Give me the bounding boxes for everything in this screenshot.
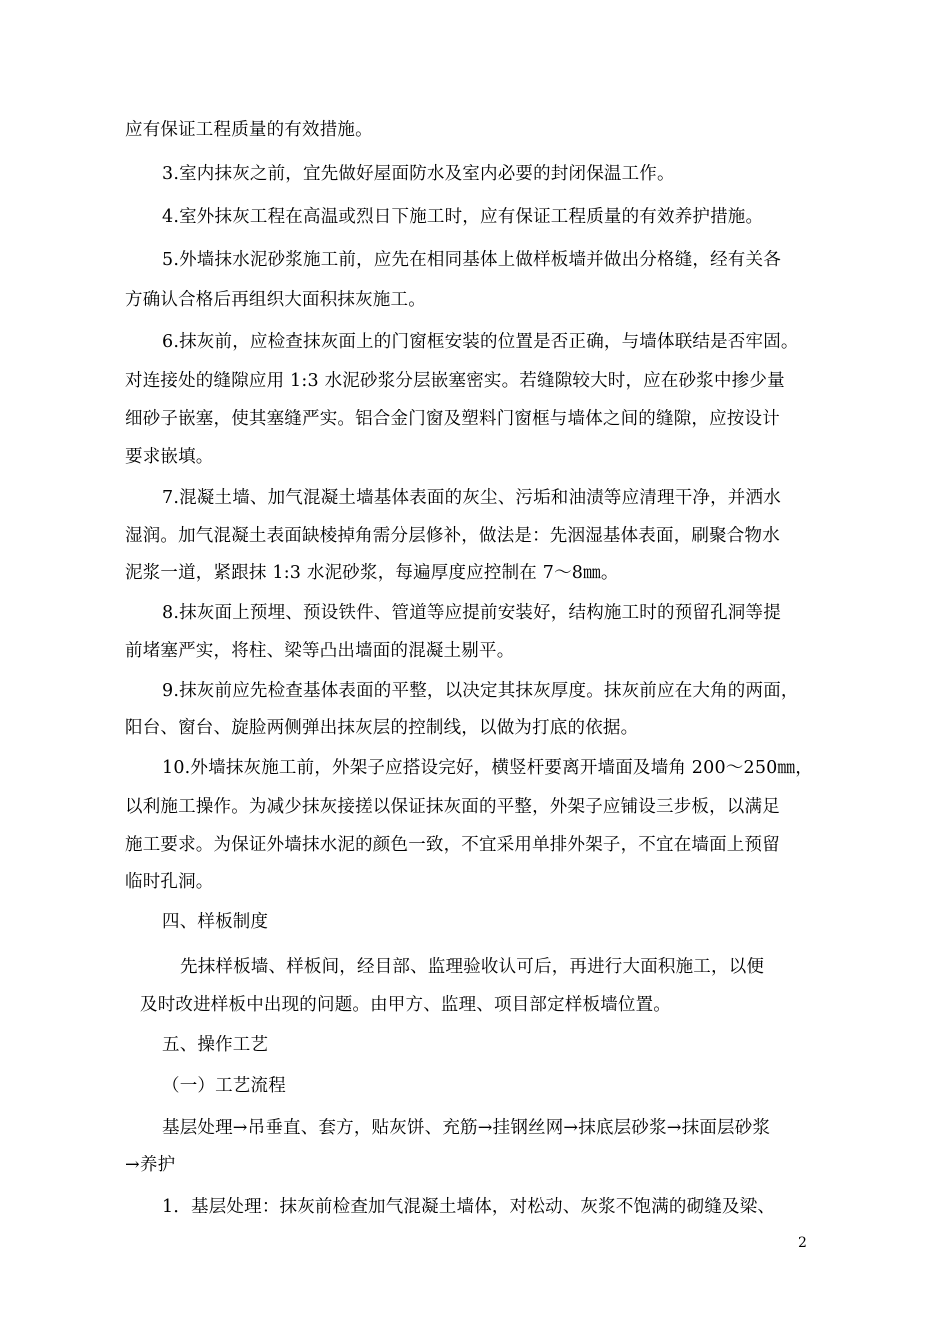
paragraph-line: 7.混凝土墙、加气混凝土墙基体表面的灰尘、污垢和油渍等应清理干净，并洒水 <box>162 488 781 508</box>
paragraph-line: 先抹样板墙、样板间，经目部、监理验收认可后，再进行大面积施工，以便 <box>180 957 765 977</box>
paragraph-line: 前堵塞严实，将柱、梁等凸出墙面的混凝土剔平。 <box>125 641 515 661</box>
paragraph-line: 湿润。加气混凝土表面缺棱掉角需分层修补，做法是：先洇湿基体表面，刷聚合物水 <box>125 526 780 546</box>
paragraph-line: 3.室内抹灰之前，宜先做好屋面防水及室内必要的封闭保温工作。 <box>162 164 675 184</box>
paragraph-line: 施工要求。为保证外墙抹水泥的颜色一致，不宜采用单排外架子，不宜在墙面上预留 <box>125 835 780 855</box>
paragraph-line: 对连接处的缝隙应用 1:3 水泥砂浆分层嵌塞密实。若缝隙较大时，应在砂浆中掺少量 <box>125 371 785 391</box>
paragraph-line: 6.抹灰前，应检查抹灰面上的门窗框安装的位置是否正确，与墙体联结是否牢固。 <box>162 332 799 352</box>
paragraph-line: 细砂子嵌塞，使其塞缝严实。铝合金门窗及塑料门窗框与墙体之间的缝隙，应按设计 <box>125 409 780 429</box>
paragraph-line: 基层处理→吊垂直、套方，贴灰饼、充筋→挂钢丝网→抹底层砂浆→抹面层砂浆 <box>162 1118 771 1138</box>
paragraph-line: 泥浆一道，紧跟抹 1:3 水泥砂浆，每遍厚度应控制在 7～8㎜。 <box>125 563 619 583</box>
paragraph-line: 以利施工操作。为减少抹灰接搓以保证抹灰面的平整，外架子应铺设三步板，以满足 <box>125 797 780 817</box>
paragraph-line: →养护 <box>125 1155 176 1175</box>
section-heading: 四、样板制度 <box>162 912 269 932</box>
page-number: 2 <box>798 1235 807 1251</box>
paragraph-line: 4.室外抹灰工程在高温或烈日下施工时，应有保证工程质量的有效养护措施。 <box>162 207 764 227</box>
paragraph-line: 方确认合格后再组织大面积抹灰施工。 <box>125 290 426 310</box>
subsection-heading: （一）工艺流程 <box>162 1076 286 1096</box>
paragraph-line: 9.抹灰前应先检查基体表面的平整，以决定其抹灰厚度。抹灰前应在大角的两面， <box>162 681 799 701</box>
paragraph-line: 1．基层处理：抹灰前检查加气混凝土墙体，对松动、灰浆不饱满的砌缝及梁、 <box>162 1197 776 1217</box>
section-heading: 五、操作工艺 <box>162 1035 269 1055</box>
paragraph-line: 阳台、窗台、旋脸两侧弹出抹灰层的控制线，以做为打底的依据。 <box>125 718 639 738</box>
paragraph-line: 临时孔洞。 <box>125 872 214 892</box>
paragraph-line: 应有保证工程质量的有效措施。 <box>125 120 373 140</box>
paragraph-line: 8.抹灰面上预埋、预设铁件、管道等应提前安装好，结构施工时的预留孔洞等提 <box>162 603 781 623</box>
paragraph-line: 及时改进样板中出现的问题。由甲方、监理、项目部定样板墙位置。 <box>140 995 671 1015</box>
paragraph-line: 5.外墙抹水泥砂浆施工前，应先在相同基体上做样板墙并做出分格缝，经有关各 <box>162 250 781 270</box>
paragraph-line: 要求嵌填。 <box>125 447 214 467</box>
paragraph-line: 10.外墙抹灰施工前，外架子应搭设完好，横竖杆要离开墙面及墙角 200～250㎜， <box>162 758 813 778</box>
